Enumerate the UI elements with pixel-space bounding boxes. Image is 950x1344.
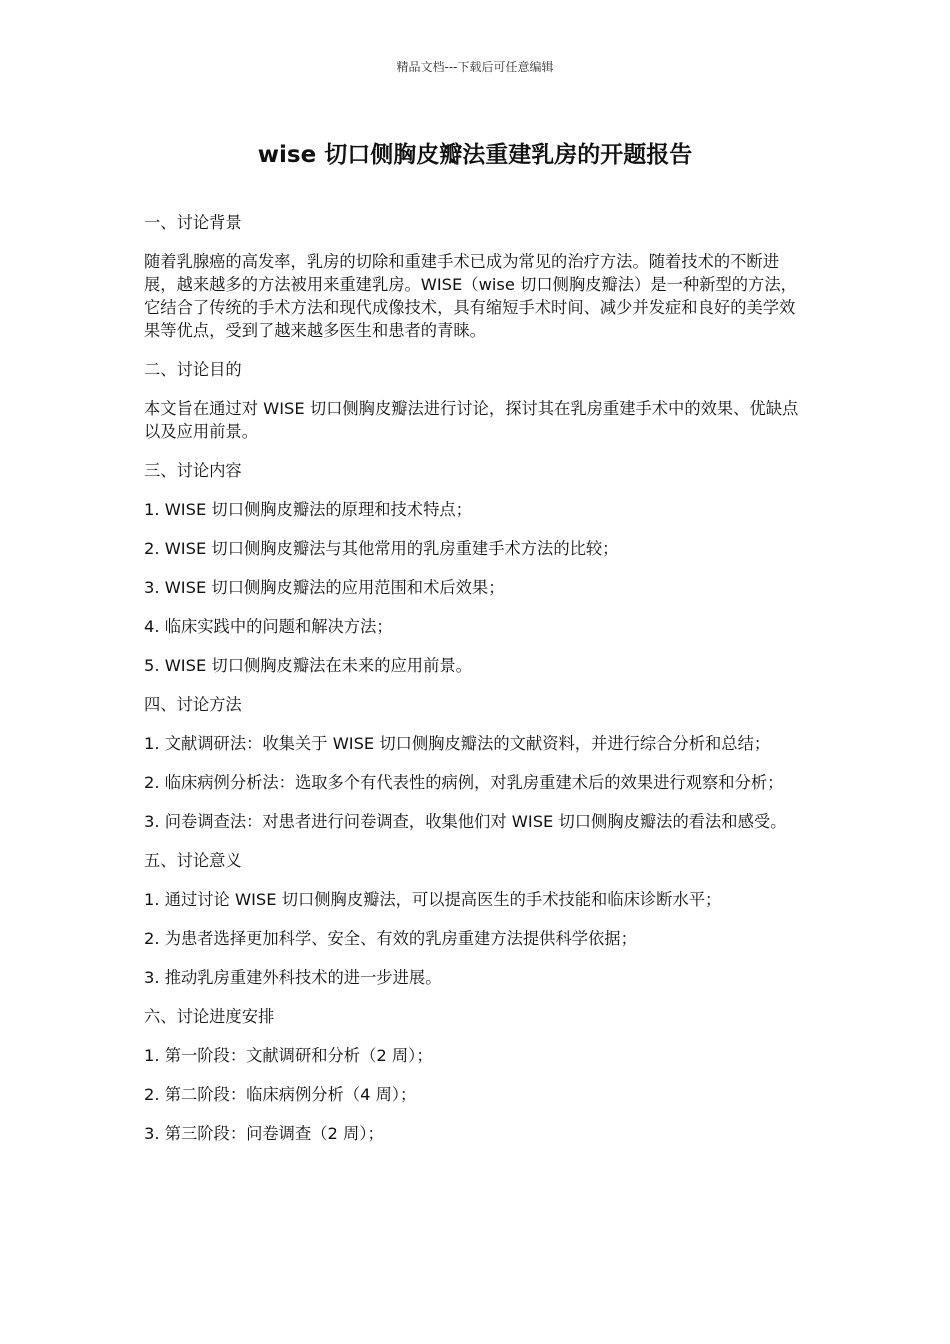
section-heading: 五、讨论意义 <box>144 851 242 870</box>
document-body <box>144 211 810 1161</box>
document-title: wise 切口侧胸皮瓣法重建乳房的开题报告 <box>257 142 693 168</box>
section-heading: 四、讨论方法 <box>144 695 242 714</box>
list-item: 2. WISE 切口侧胸皮瓣法与其他常用的乳房重建手术方法的比较； <box>144 539 619 558</box>
section-heading: 三、讨论内容 <box>144 461 242 480</box>
list-item: 2. 第二阶段：临床病例分析（4 周）； <box>144 1085 417 1104</box>
list-item: 2. 为患者选择更加科学、安全、有效的乳房重建方法提供科学依据； <box>144 929 637 948</box>
list-item: 1. 文献调研法：收集关于 WISE 切口侧胸皮瓣法的文献资料，并进行综合分析和总结； <box>144 734 771 753</box>
section-heading: 二、讨论目的 <box>144 360 242 379</box>
list-item: 5. WISE 切口侧胸皮瓣法在未来的应用前景。 <box>144 656 472 675</box>
list-item: 2. 临床病例分析法：选取多个有代表性的病例，对乳房重建术后的效果进行观察和分析； <box>144 773 784 792</box>
list-item: 1. WISE 切口侧胸皮瓣法的原理和技术特点； <box>144 500 472 519</box>
list-item: 3. 第三阶段：问卷调查（2 周）； <box>144 1124 384 1143</box>
section-heading: 一、讨论背景 <box>144 213 242 232</box>
list-item: 3. 推动乳房重建外科技术的进一步进展。 <box>144 968 442 987</box>
paragraph: 随着乳腺癌的高发率，乳房的切除和重建手术已成为常见的治疗方法。随着技术的不断进展，越来越多的方法被用来重建乳房。WISE（wise 切口侧胸皮瓣法）是一种新型的方法，它结合了传统的手术方法和现代成像技术，具有缩短手术时间、减少并发症和良好的美学效果等优点，受到了越来越多医生和患者的青睐。 <box>144 252 797 340</box>
page-header: 精品文档---下载后可任意编辑 <box>396 60 554 74</box>
paragraph: 本文旨在通过对 WISE 切口侧胸皮瓣法进行讨论，探讨其在乳房重建手术中的效果、优缺点以及应用前景。 <box>144 399 799 441</box>
list-item: 3. 问卷调查法：对患者进行问卷调查，收集他们对 WISE 切口侧胸皮瓣法的看法和感受。 <box>144 812 787 831</box>
list-item: 3. WISE 切口侧胸皮瓣法的应用范围和术后效果； <box>144 578 505 597</box>
section-heading: 六、讨论进度安排 <box>144 1007 275 1026</box>
list-item: 4. 临床实践中的问题和解决方法； <box>144 617 393 636</box>
list-item: 1. 第一阶段：文献调研和分析（2 周）； <box>144 1046 433 1065</box>
list-item: 1. 通过讨论 WISE 切口侧胸皮瓣法，可以提高医生的手术技能和临床诊断水平； <box>144 890 722 909</box>
